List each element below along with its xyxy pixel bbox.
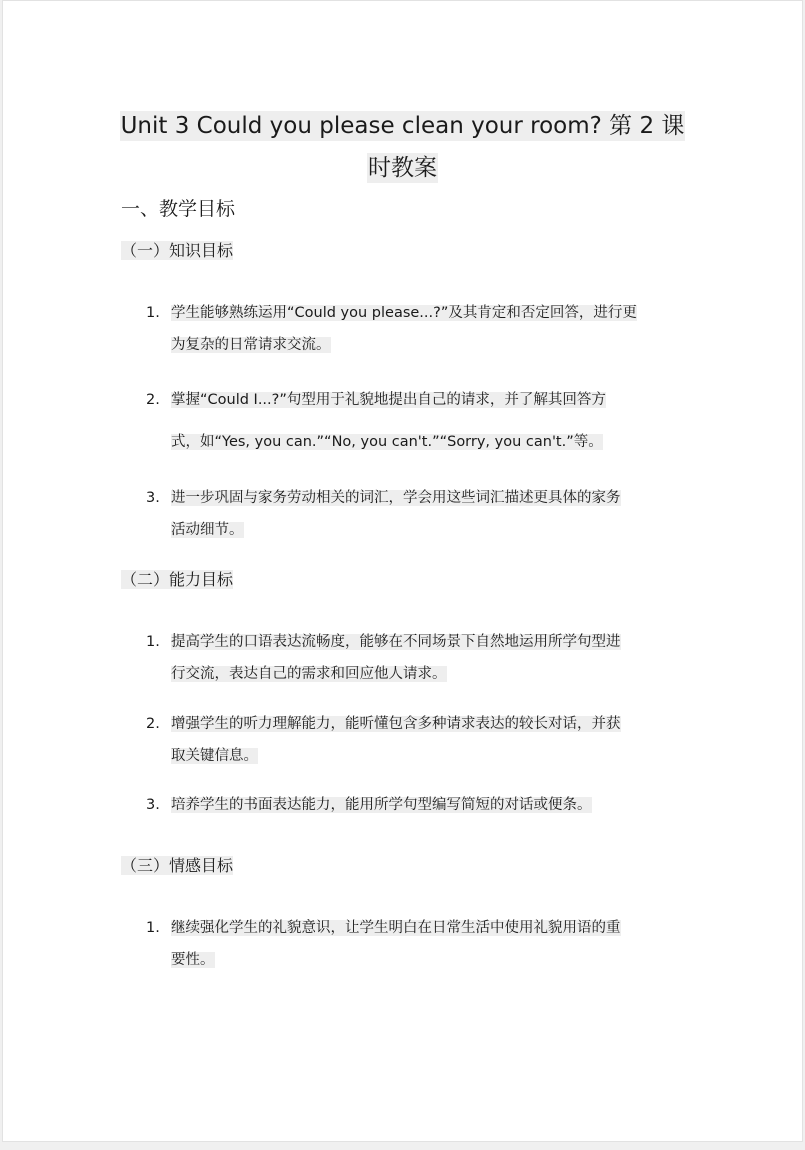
list-item-text: 掌握“Could I...?”句型用于礼貌地提出自己的请求，并了解其回答方 [171,392,606,408]
list-item-text: 提高学生的口语表达流畅度，能够在不同场景下自然地运用所学句型进 [171,634,621,650]
subsection-heading-knowledge-text: （一）知识目标 [121,241,234,260]
subsection-heading-emotion [121,852,233,880]
section-heading-teaching-goals: 一、教学目标 [121,198,236,220]
list-item-text: 要性。 [171,952,215,968]
list-item-text: 取关键信息。 [171,748,258,764]
list-item-number: 1. [146,920,160,936]
list-item-number: 2. [146,716,160,732]
list-item-text: 行交流，表达自己的需求和回应他人请求。 [171,666,447,682]
list-item [146,297,686,361]
list-item-text: 培养学生的书面表达能力，能用所学句型编写简短的对话或便条。 [171,797,592,813]
document-title-line-1 [0,106,805,146]
list-item-text: 进一步巩固与家务劳动相关的词汇，学会用这些词汇描述更具体的家务 [171,490,621,506]
list-item-number: 3. [146,490,160,506]
list-item [146,912,686,976]
list-item-text: 学生能够熟练运用“Could you please...?”及其肯定和否定回答，进行更 [171,305,637,321]
subsection-heading-emotion-text: （三）情感目标 [121,856,234,875]
subsection-heading-knowledge [121,237,233,265]
list-item [146,708,686,772]
list-item-text: 式，如“Yes, you can.”“No, you can't.”“Sorry, you can't.”等。 [171,434,603,450]
list-item-number: 2. [146,392,160,408]
list-item-text: 活动细节。 [171,522,244,538]
list-item-number: 1. [146,305,160,321]
list-item [146,482,686,546]
list-item-text: 增强学生的听力理解能力，能听懂包含多种请求表达的较长对话，并获 [171,716,621,732]
list-item-text: 继续强化学生的礼貌意识，让学生明白在日常生活中使用礼貌用语的重 [171,920,621,936]
subsection-heading-ability-text: （二）能力目标 [121,570,234,589]
subsection-heading-ability [121,566,233,594]
list-item-text: 为复杂的日常请求交流。 [171,337,331,353]
document-title-line-2 [0,148,805,188]
list-item [146,626,686,690]
title-text-2: 时教案 [368,155,437,181]
list-item [146,379,686,463]
list-item-number: 3. [146,797,160,813]
title-text-1: Unit 3 Could you please clean your room? 第 2 课 [120,113,685,139]
list-item-number: 1. [146,634,160,650]
list-item [146,789,686,821]
